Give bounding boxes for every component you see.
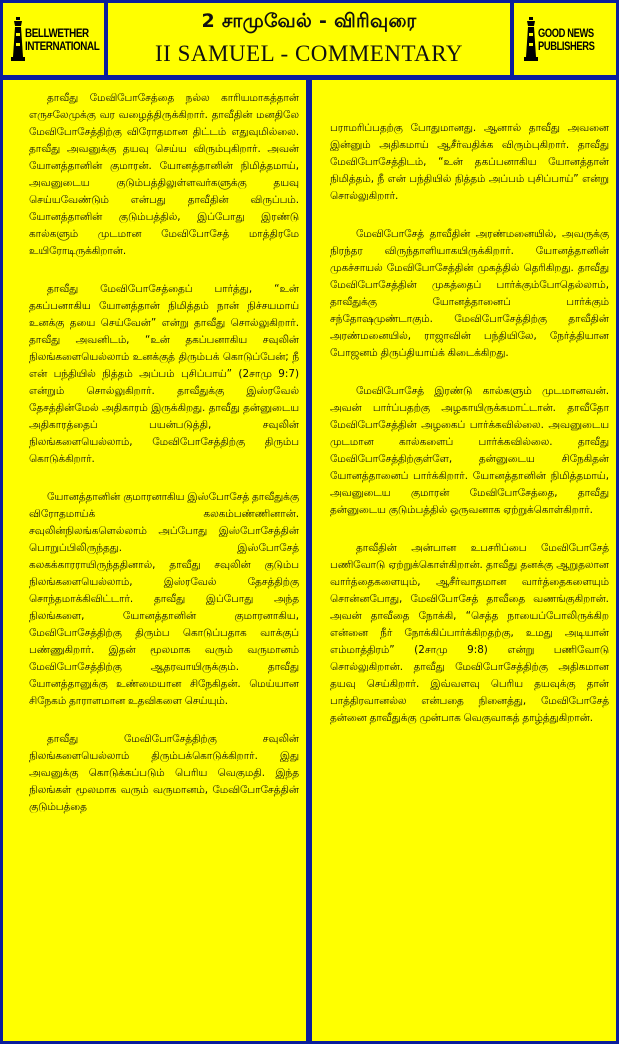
right-logo-line-1: GOOD NEWS [538,26,594,40]
paragraph: தாவீது மேவிபோசேத்தை நல்ல காரியமாகத்தான் எருசலேமுக்கு வர வழைத்திருக்கிறார். தாவீதின் மனதிலே மேவிபோசேத்திற்கு விரோதமான திட்டம் எதுவுமில்லை. தாவீது அவனுக்கு தயவு செய்ய விரும்புகிறார். அவன் யோனத்தானின் குமாரன். யோனத்தானின் நிமித்தமாய், அவனுடைய குடும்பத்திலுள்ளவர்களுக்கு தயவு செய்யவேண்டும் என்பது தாவீதின் விருப்பம். யோனத்தானின் குடும்பத்தில், இப்போது இரண்டு கால்களும் முடமான மேவிபோசேத் மாத்திரமே உயிரோடிருக்கிறான். [29,92,299,257]
paragraph: தாவீதின் அன்பான உபசரிப்பை மேவிபோசேத் பணிவோடு ஏற்றுக்கொள்கிறான். தாவீது தனக்கு ஆறுதலான வார்த்தைகளையும், ஆசீர்வாதமான வார்த்தைகளையும் சொன்னபோது, மேவிபோசேத் தாவீதை வணங்குகிறான். அவன் தாவீதை நோக்கி, “செத்த நாயைப்போலிருக்கிற என்னை நீர் நோக்கிப்பார்க்கிறதற்கு, உமது அடியான் எம்மாத்திரம்” (2சாமு 9:8) என்று பணிவோடு சொல்லுகிறான். தாவீது மேவிபோசேத்திற்கு அதிகமான தயவு செய்கிறார். இவ்வளவு பெரிய தயவுக்கு தான் பாத்திரவானல்ல என்பதை நினைத்து, மேவிபோசேத் தன்னை தாவீதுக்கு முன்பாக வெகுவாகத் தாழ்த்துகிறான். [330,542,609,724]
paragraph: தாவீது மேவிபோசேத்திற்கு சவுலின் நிலங்களையெல்லாம் திரும்பக்கொடுக்கிறார். இது அவனுக்கு கொடுக்கப்படும் பெரிய வெகுமதி. இந்த நிலங்கள் மூலமாக வரும் வருமானம், மேவிபோசேத்தின் குடும்பத்தை [29,733,299,813]
title-banner [108,3,510,75]
good-news-logo [514,3,616,75]
left-column [3,80,306,1041]
lighthouse-icon [11,17,25,65]
paragraph: தாவீது மேவிபோசேத்தைப் பார்த்து, “உன் தகப்பனாகிய யோனத்தான் நிமித்தம் நான் நிச்சயமாய் உனக்கு தயை செய்வேன்” என்று தாவீது சொல்லுகிறார். தாவீது அவனிடம், “உன் தகப்பனாகிய சவுலின் நிலங்களையெல்லாம் உனக்குத் திரும்பக் கொடுப்பேன்; நீ என் பந்தியில் நித்தம் அப்பம் புசிப்பாய்” (2சாமு 9:7) என்றும் சொல்லுகிறார். தாவீதுக்கு இஸ்ரவேல் தேசத்தின்மேல் அதிகாரம் இருக்கிறது. தாவீது தன்னுடைய அதிகாரத்தைப் பயன்படுத்தி, சவுலின் நிலங்களையெல்லாம், மேவிபோசேத்திற்கு திரும்ப கொடுக்கிறார். [29,283,299,465]
left-logo-text [25,27,99,53]
bellwether-logo [3,3,104,75]
paragraph: பராமரிப்பதற்கு போதுமானது. ஆனால் தாவீது அவனை இன்னும் அதிகமாய் ஆசீர்வதிக்க விரும்புகிறார். தாவீது மேவிபோசேத்திடம், “உன் தகப்பனாகிய யோனத்தான் நிமித்தம், நீ என் பந்தியில் நித்தம் அப்பம் புசிப்பாய்” என்று சொல்லுகிறார். [330,122,609,202]
left-logo-line-1: BELLWETHER [25,26,89,40]
title-english: II SAMUEL - COMMENTARY [155,41,463,66]
lighthouse-icon [524,17,538,65]
paragraph: யோனத்தானின் குமாரனாகிய இஸ்போசேத் தாவீதுக்கு விரோதமாய்க் கலகம்பண்ணினான். சவுலின்நிலங்களெல்லாம் அப்போது இஸ்போசேத்தின் பொறுப்பிலிருந்தது. இஸ்போசேத் கலகக்காரராயிருந்ததினால், தாவீது சவுலின் குடும்ப நிலங்களையெல்லாம், இஸ்ரவேல் தேசத்திற்கு சொந்தமாக்கிவிட்டார். தாவீது இப்போது அந்த நிலங்களை, யோனத்தானின் குமாரனாகிய, மேவிபோசேத்திற்கு திரும்ப கொடுப்பதாக வாக்குப் பண்ணுகிறார். இதன் மூலமாக வரும் வருமானம் மேவிபோசேத்திற்கு ஆதரவாயிருக்கும். தாவீது யோனத்தானுக்கு உண்மையான சிநேகிதன். மெய்யான சிநேகம் தாராளமான உதவிகளை செய்யும். [29,491,299,707]
left-logo-line-2: INTERNATIONAL [25,39,100,53]
right-logo-line-2: PUBLISHERS [538,39,595,53]
right-logo-text [538,27,594,53]
paragraph: மேவிபோசேத் தாவீதின் அரண்மனையில், அவருக்கு நிரந்தர விருந்தாளியாகயிருக்கிறார். யோனத்தானின் முகச்சாயல் மேவிபோசேத்தின் முகத்தில் தெரிகிறது. தாவீது மேவிபோசேத்தின் முகத்தைப் பார்க்கும்போதெல்லாம், தாவீதுக்கு யோனத்தானைப் பார்க்கும் சந்தோஷமுண்டாகும். மேவிபோசேத்திற்கு தாவீதின் அரண்மனையில், ராஜாவின் பந்தியிலே, நேர்த்தியான போஜனம் திருப்தியாய்க் கிடைக்கிறது. [330,228,609,359]
title-tamil: 2 சாமுவேல் - விரிவுரை [201,10,417,32]
right-column [312,80,616,1041]
paragraph: மேவிபோசேத் இரண்டு கால்களும் முடமானவன். அவன் பார்ப்பதற்கு அழகாயிருக்கமாட்டான். தாவீதோ மேவிபோசேத்தின் அழகைப் பார்க்கவில்லை. அவனுடைய முடமான கால்களைப் பார்க்கவில்லை. தாவீது மேவிபோசேத்திற்குள்ளே, தன்னுடைய சிநேகிதன் யோனத்தானைப் பார்க்கிறார். யோனத்தானின் நிமித்தமாய், அவனுடைய குமாரன் மேவிபோசேத்தை, தாவீது தன்னுடைய குடும்பத்தில் ஒருவனாக ஏற்றுக்கொள்கிறார். [330,385,609,516]
